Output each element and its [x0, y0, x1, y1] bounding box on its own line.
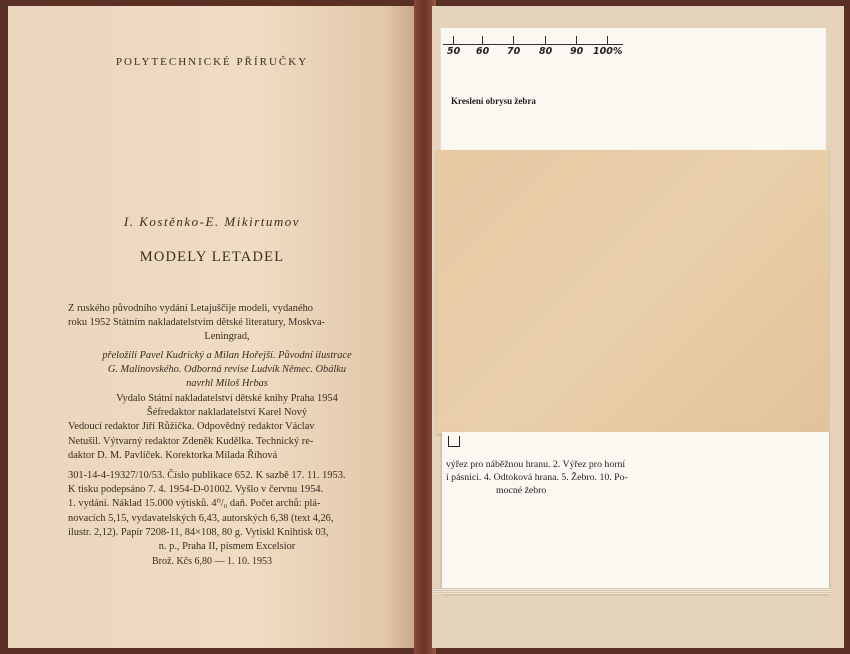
text-line: novacích 5,15, vydavatelských 6,43, autorských 6,38 (text 4,26,	[68, 512, 334, 524]
ruler-tick	[576, 36, 577, 45]
ruler-label: 90	[570, 46, 584, 57]
ruler-label: 70	[507, 46, 521, 57]
ruler-line	[443, 44, 623, 45]
text-line: roku 1952 Státním nakladatelstvím dětské literatury, Moskva-	[68, 317, 326, 329]
text-line: daktor D. M. Pavlíček. Korektorka Milada Říhová	[68, 449, 278, 461]
text-line: mocné žebro	[496, 485, 547, 496]
tan-paper-sheet	[436, 150, 829, 434]
text-line: ilustr. 2,12). Papír 7208-11, 84×108, 80 g. Vytiskl Knihtisk 03,	[68, 526, 329, 538]
authors: I. Kostěnko-E. Mikirtumov	[123, 214, 301, 229]
text-line: Z ruského původního vydání Letajuščije modeli, vydaného	[68, 303, 313, 314]
ruler-label: 80	[539, 46, 553, 57]
text-line: Šéfredaktor nakladatelství Karel Nový	[146, 407, 308, 419]
figure-card-bottom	[442, 432, 829, 592]
text-line: Netušil. Výtvarný redaktor Zdeněk Kudělka. Technický re-	[68, 435, 314, 447]
translation-note	[68, 302, 386, 345]
ruler-tick	[482, 36, 483, 45]
ruler-tick	[453, 36, 454, 45]
book-title: MODELY LETADEL	[139, 249, 285, 265]
print-details	[68, 469, 386, 554]
figure-caption: Kreslení obrysu žebra	[451, 96, 536, 106]
price-date: Brož. Kčs 6,80 — 1. 10. 1953	[152, 556, 272, 567]
imprint-page	[8, 6, 416, 648]
text-line: K tisku podepsáno 7. 4. 1954-D-01002. Vyšlo v červnu 1954.	[68, 484, 324, 496]
legend-caption	[446, 458, 686, 497]
text-line: 1. vydání. Náklad 15.000 výtisků. 4⁰/₀ daň. Počet archů: plá-	[68, 498, 321, 510]
text-line: Vedoucí redaktor Jiří Růžička. Odpovědný redaktor Václav	[68, 421, 315, 433]
ruler-tick	[513, 36, 514, 45]
ruler-tick	[607, 36, 608, 45]
series-title: POLYTECHNICKÉ PŘÍRUČKY	[115, 56, 309, 68]
text-line: přeložili Pavel Kudrický a Milan Hořejší. Původní ilustrace	[102, 350, 352, 361]
ruler-label: 100%	[593, 46, 623, 57]
figure-corner-mark	[448, 436, 460, 447]
credits	[68, 349, 386, 392]
text-line: í pásnici. 4. Odtoková hrana. 5. Žebro. 10. Po-	[446, 472, 628, 483]
text-line: Leningrad,	[204, 331, 250, 343]
ruler-label: 50	[447, 46, 461, 57]
text-line: n. p., Praha II, písmem Excelsior	[158, 541, 296, 553]
text-line: G. Malinovského. Odborná revise Ludvík Němec. Obálku	[107, 364, 347, 376]
figure-card-top	[440, 28, 826, 152]
ruler-label: 60	[476, 46, 490, 57]
page-edges	[432, 588, 832, 594]
ruler-tick	[545, 36, 546, 45]
text-line: výřez pro náběžnou hranu. 2. Výřez pro horní	[446, 459, 626, 470]
text-line: Vydalo Státní nakladatelství dětské knihy Praha 1954	[116, 393, 338, 404]
text-line: 301-14-4-19327/10/53. Číslo publikace 652. K sazbě 17. 11. 1953.	[68, 470, 346, 481]
text-line: navrhl Miloš Hrbas	[186, 378, 268, 390]
publisher-info	[68, 392, 386, 463]
